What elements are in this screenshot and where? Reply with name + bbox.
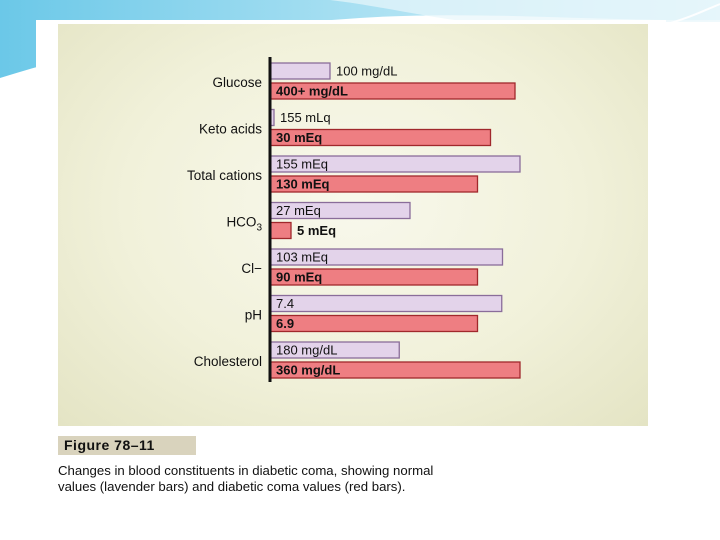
- figure-caption: [58, 463, 658, 495]
- caption-line-1: Changes in blood constituents in diabetic coma, showing normal: [58, 463, 434, 478]
- category-label: Keto acids: [198, 121, 262, 137]
- coma-value-label: 130 mEq: [276, 176, 330, 192]
- coma-value-label: 30 mEq: [276, 130, 323, 145]
- coma-value-bar: [270, 223, 291, 239]
- coma-value-label: 6.9: [276, 316, 295, 331]
- normal-value-label: 180 mg/dL: [276, 342, 338, 358]
- normal-value-label: 7.4: [276, 296, 295, 311]
- normal-value-label: 155 mEq: [276, 156, 329, 172]
- coma-value-label: 360 mg/dL: [276, 362, 341, 378]
- normal-value-label: 100 mg/dL: [336, 63, 398, 79]
- category-label: $HCO_3$: [226, 214, 262, 234]
- normal-value-bar: [270, 63, 330, 79]
- category-label: Total cations: [186, 168, 262, 183]
- chart-panel: [58, 24, 648, 426]
- category-label: Cholesterol: [193, 354, 262, 369]
- figure-label: Figure 78–11: [58, 436, 196, 455]
- coma-value-label: 400+ mg/dL: [276, 83, 348, 99]
- category-label: pH: [244, 307, 262, 323]
- category-label: Cl−: [241, 261, 262, 276]
- category-label: Glucose: [212, 75, 262, 90]
- normal-value-bar: [270, 296, 502, 312]
- caption-line-2: values (lavender bars) and diabetic coma values (red bars).: [58, 479, 406, 494]
- normal-value-label: 103 mEq: [276, 249, 329, 265]
- coma-value-label: 90 mEq: [276, 269, 323, 285]
- normal-value-label: 27 mEq: [276, 203, 321, 218]
- coma-value-bar: [270, 316, 478, 332]
- figure-card: [36, 20, 666, 494]
- normal-value-label: 155 mLq: [280, 110, 331, 125]
- bar-chart: [58, 24, 648, 426]
- coma-value-label: 5 mEq: [297, 223, 337, 238]
